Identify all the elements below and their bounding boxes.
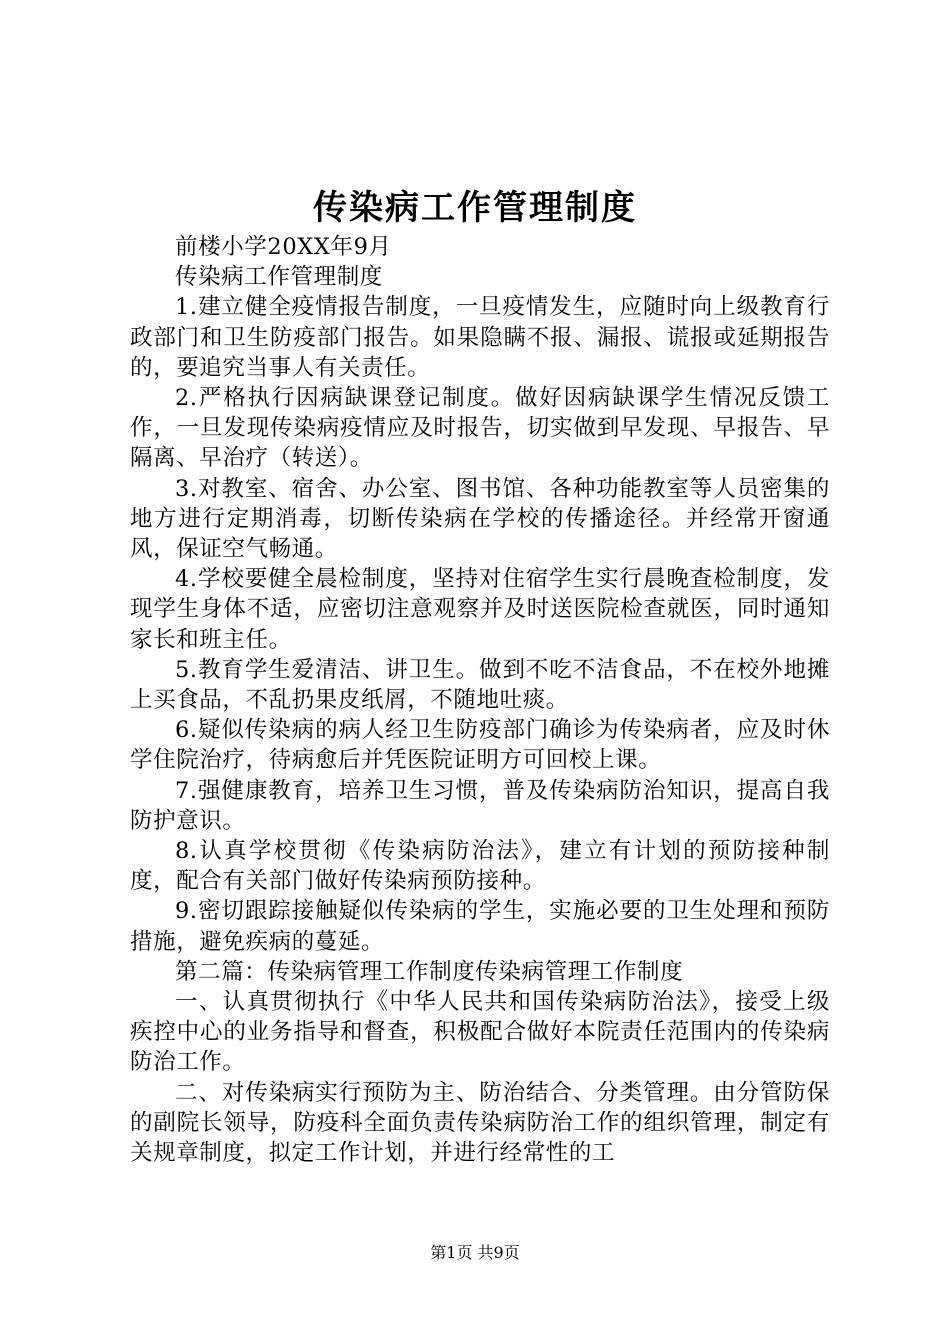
paragraph-item-8: 8.认真学校贯彻《传染病防治法》，建立有计划的预防接种制度，配合有关部门做好传染病预防接种。: [130, 838, 830, 895]
paragraph-item-3: 3.对教室、宿舍、办公室、图书馆、各种功能教室等人员密集的地方进行定期消毒，切断传染病在学校的传播途径。并经常开窗通风，保证空气畅通。: [130, 475, 830, 563]
paragraph-item-1: 1.建立健全疫情报告制度，一旦疫情发生，应随时向上级教育行政部门和卫生防疫部门报告。如果隐瞒不报、漏报、谎报或延期报告的，要追究当事人有关责任。: [130, 294, 830, 381]
document-title: 传染病工作管理制度: [313, 188, 637, 228]
paragraph-item-9: 9.密切跟踪接触疑似传染病的学生，实施必要的卫生处理和预防措施，避免疾病的蔓延。: [130, 898, 830, 955]
section-heading: 传染病工作管理制度: [175, 264, 383, 291]
paragraph-item-6: 6.疑似传染病的病人经卫生防疫部门确诊为传染病者，应及时休学住院治疗，待病愈后并凭医院证明方可回校上课。: [130, 717, 830, 774]
paragraph-part2-2: 二、对传染病实行预防为主、防治结合、分类管理。由分管防保的副院长领导，防疫科全面负责传染病防治工作的组织管理，制定有关规章制度，拟定工作计划，并进行经常性的工: [130, 1079, 830, 1167]
school-date-line: 前楼小学20XX年9月: [175, 234, 392, 260]
paragraph-item-4: 4.学校要健全晨检制度，坚持对住宿学生实行晨晚查检制度，发现学生身体不适，应密切注意观察并及时送医院检查就医，同时通知家长和班主任。: [130, 566, 830, 653]
second-part-heading: 第二篇：传染病管理工作制度传染病管理工作制度: [175, 958, 684, 985]
page-number-footer: 第1页 共9页: [430, 1243, 520, 1262]
document-body: [130, 232, 830, 1168]
paragraph-item-2: 2.严格执行因病缺课登记制度。做好因病缺课学生情况反馈工作，一旦发现传染病疫情应及时报告，切实做到早发现、早报告、早隔离、早治疗（转送）。: [130, 385, 830, 472]
paragraph-item-7: 7.强健康教育，培养卫生习惯，普及传染病防治知识，提高自我防护意识。: [130, 777, 830, 834]
paragraph-item-5: 5.教育学生爱清洁、讲卫生。做到不吃不洁食品，不在校外地摊上买食品，不乱扔果皮纸屑，不随地吐痰。: [130, 656, 830, 714]
paragraph-part2-1: 一、认真贯彻执行《中华人民共和国传染病防治法》，接受上级疾控中心的业务指导和督查，积极配合做好本院责任范围内的传染病防治工作。: [130, 989, 830, 1076]
